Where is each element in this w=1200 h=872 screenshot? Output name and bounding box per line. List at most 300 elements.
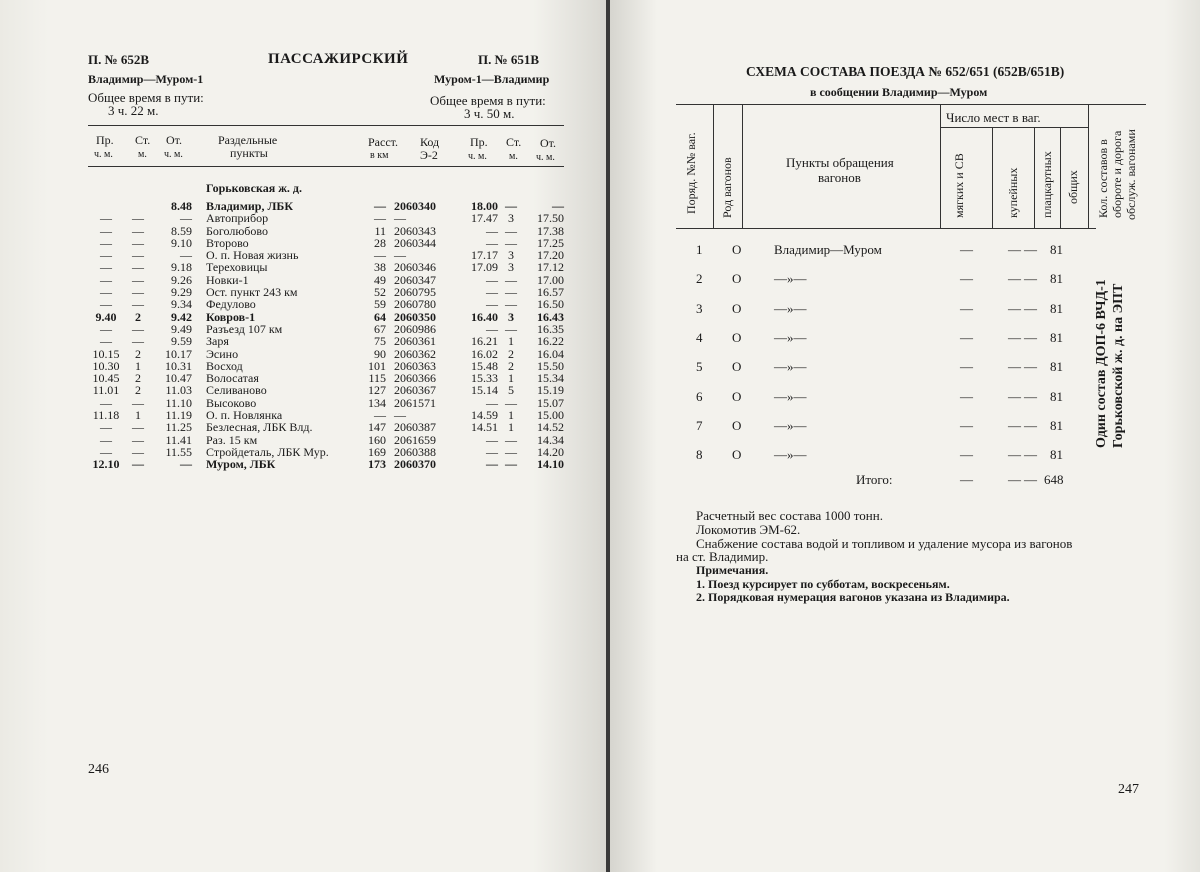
cell-d: 9.59 bbox=[171, 334, 192, 349]
composition-title: СХЕМА СОСТАВА ПОЕЗДА № 652/651 (652В/651В) bbox=[746, 64, 1065, 79]
table-row bbox=[88, 348, 568, 360]
cell-km: 38 bbox=[374, 260, 386, 275]
timetable-body bbox=[88, 200, 568, 471]
car-k: — bbox=[1008, 300, 1021, 316]
cell-d2: 16.35 bbox=[537, 321, 564, 336]
col-points-2: пункты bbox=[230, 146, 268, 160]
page-title: ПАССАЖИРСКИЙ bbox=[268, 51, 409, 67]
cell-a2: — bbox=[486, 444, 498, 459]
cell-code: 2060344 bbox=[394, 235, 436, 250]
cell-s: — bbox=[132, 432, 144, 447]
cell-s2: — bbox=[505, 285, 517, 300]
cell-name: О. п. Новлянка bbox=[206, 408, 283, 423]
header-type: Род вагонов bbox=[720, 157, 734, 218]
cell-a: 10.15 bbox=[92, 346, 120, 361]
cell-s2: — bbox=[505, 235, 517, 250]
cell-s2: — bbox=[505, 321, 517, 336]
cell-d2: 17.25 bbox=[537, 235, 564, 250]
cell-a: 9.40 bbox=[95, 309, 117, 324]
cell-name: Новки-1 bbox=[206, 272, 249, 287]
car-n: 3 bbox=[696, 300, 703, 316]
cell-s: 2 bbox=[135, 309, 141, 324]
cell-code: 2060347 bbox=[394, 272, 436, 287]
cell-d2: 16.43 bbox=[537, 309, 564, 324]
total-coupe: — bbox=[1008, 472, 1021, 487]
car-p: —»— bbox=[774, 329, 807, 345]
cell-a2: — bbox=[486, 235, 498, 250]
header-soft: мягких и СВ bbox=[952, 153, 966, 218]
car-s: — bbox=[960, 329, 973, 345]
cell-code: 2060362 bbox=[394, 346, 436, 361]
cell-d: 8.48 bbox=[171, 199, 192, 213]
cell-s: — bbox=[132, 235, 144, 250]
cell-a: — bbox=[100, 334, 112, 349]
car-o: 81 bbox=[1050, 359, 1063, 375]
cell-d: 11.41 bbox=[165, 432, 192, 447]
total-label: Итого: bbox=[856, 472, 893, 487]
cell-km: 115 bbox=[368, 371, 386, 386]
col-stop2: Ст. bbox=[506, 135, 522, 149]
cell-d: 11.03 bbox=[165, 383, 192, 398]
cell-d: — bbox=[180, 211, 192, 226]
cell-a: — bbox=[100, 235, 112, 250]
cell-d2: 16.22 bbox=[537, 334, 564, 349]
header-seats: Число мест в ваг. bbox=[946, 110, 1041, 125]
cell-km: 127 bbox=[368, 383, 386, 398]
car-t: О bbox=[732, 329, 742, 345]
cell-a: — bbox=[100, 420, 112, 435]
cell-name: Ковров-1 bbox=[206, 309, 256, 324]
cell-a: — bbox=[100, 395, 112, 410]
table-rule-top bbox=[676, 104, 1146, 105]
col-stop2-unit: м. bbox=[509, 151, 518, 162]
cell-km: 11 bbox=[374, 223, 386, 238]
car-s: — bbox=[960, 271, 973, 287]
cell-code: 2060795 bbox=[394, 285, 436, 300]
total-soft: — bbox=[960, 472, 973, 487]
header-points-2: вагонов bbox=[818, 170, 861, 185]
list-item bbox=[676, 447, 1146, 467]
train-number-left: П. № 652В bbox=[88, 52, 150, 67]
cell-d2: 16.57 bbox=[537, 285, 564, 300]
cell-name: Заря bbox=[206, 334, 229, 349]
cell-name: О. п. Новая жизнь bbox=[206, 248, 299, 263]
cell-km: 64 bbox=[374, 309, 386, 324]
cell-km: 75 bbox=[374, 334, 386, 349]
cell-a: — bbox=[100, 248, 112, 263]
cell-code: 2061659 bbox=[394, 432, 436, 447]
cell-d: 11.19 bbox=[165, 408, 192, 423]
cell-d: 11.10 bbox=[165, 395, 192, 410]
remark-1: 1. Поезд курсирует по субботам, воскресеньям. bbox=[696, 577, 950, 591]
cell-name: Автоприбор bbox=[206, 211, 269, 226]
col-arr1-unit: ч. м. bbox=[94, 149, 113, 160]
cell-s2: 1 bbox=[508, 334, 514, 349]
cell-name: Федулово bbox=[206, 297, 256, 312]
list-item bbox=[676, 418, 1146, 438]
cell-s2: 1 bbox=[508, 420, 514, 435]
cell-code: 2060986 bbox=[394, 321, 436, 336]
cell-d: 11.25 bbox=[165, 420, 192, 435]
header-points: Пункты обращения bbox=[786, 155, 894, 170]
cell-s2: 3 bbox=[508, 211, 514, 226]
table-header-rule bbox=[676, 228, 1096, 229]
cell-d2: — bbox=[552, 199, 564, 213]
cell-name: Селиваново bbox=[206, 383, 267, 398]
cell-code: 2061571 bbox=[394, 395, 436, 410]
cell-km: 134 bbox=[368, 395, 386, 410]
car-t: О bbox=[732, 447, 742, 463]
vline-4 bbox=[992, 127, 993, 228]
header-sets-3: обслуж. вагонами bbox=[1124, 129, 1138, 220]
list-item bbox=[676, 271, 1146, 291]
table-row bbox=[88, 261, 568, 273]
car-k: — bbox=[1008, 329, 1021, 345]
car-t: О bbox=[732, 300, 742, 316]
cell-s2: 3 bbox=[508, 260, 514, 275]
cell-d2: 16.04 bbox=[537, 346, 564, 361]
cell-a: — bbox=[100, 260, 112, 275]
cell-d2: 14.34 bbox=[537, 432, 564, 447]
car-n: 5 bbox=[696, 359, 703, 375]
col-dist: Расст. bbox=[368, 135, 398, 149]
cell-a: — bbox=[100, 223, 112, 238]
car-p: —»— bbox=[774, 271, 807, 287]
header-rule-bottom bbox=[88, 166, 564, 167]
cell-a2: — bbox=[486, 321, 498, 336]
vline-3 bbox=[940, 104, 941, 228]
list-item bbox=[676, 389, 1146, 409]
car-pl: — bbox=[1024, 447, 1037, 463]
car-n: 4 bbox=[696, 329, 703, 345]
cell-a: — bbox=[100, 211, 112, 226]
cell-name: Раз. 15 км bbox=[206, 432, 258, 447]
list-item bbox=[676, 359, 1146, 379]
cell-a: — bbox=[100, 297, 112, 312]
seats-subheader-rule bbox=[940, 127, 1088, 128]
car-o: 81 bbox=[1050, 242, 1063, 257]
car-p: —»— bbox=[774, 417, 807, 433]
cell-name: Восход bbox=[206, 358, 243, 373]
cell-s: — bbox=[132, 285, 144, 300]
cell-a2: — bbox=[486, 432, 498, 447]
car-s: — bbox=[960, 447, 973, 463]
cell-km: 147 bbox=[368, 420, 386, 435]
cell-code: 2060370 bbox=[394, 457, 436, 472]
cell-km: — bbox=[374, 199, 386, 213]
car-pl: — bbox=[1024, 242, 1037, 257]
cell-d2: 14.20 bbox=[537, 444, 564, 459]
cell-d2: 15.00 bbox=[537, 408, 564, 423]
cell-a2: 16.21 bbox=[471, 334, 498, 349]
cell-a2: 16.40 bbox=[471, 309, 498, 324]
col-code-2: Э-2 bbox=[420, 148, 438, 162]
note-locomotive: Локомотив ЭМ-62. bbox=[696, 522, 801, 537]
cell-name: Муром, ЛБК bbox=[206, 457, 276, 472]
cell-name: Разъезд 107 км bbox=[206, 321, 283, 336]
table-row bbox=[88, 298, 568, 310]
cell-s: 2 bbox=[135, 371, 141, 386]
cell-d: 11.55 bbox=[165, 444, 192, 459]
remarks-label: Примечания. bbox=[696, 563, 769, 577]
cell-a: — bbox=[100, 272, 112, 287]
col-dep2-unit: ч. м. bbox=[536, 152, 555, 163]
cell-s: — bbox=[132, 321, 144, 336]
car-t: О bbox=[732, 417, 742, 433]
train-number-right: П. № 651В bbox=[478, 52, 540, 67]
cell-s2: — bbox=[505, 272, 517, 287]
cell-d: 8.59 bbox=[171, 223, 192, 238]
cell-a: — bbox=[100, 444, 112, 459]
vline-7 bbox=[1088, 104, 1089, 228]
cell-s: 1 bbox=[135, 408, 141, 423]
cell-a2: — bbox=[486, 272, 498, 287]
cell-code: 2060387 bbox=[394, 420, 436, 435]
cell-d: 9.34 bbox=[171, 297, 192, 312]
car-t: О bbox=[732, 388, 742, 404]
table-row bbox=[88, 421, 568, 433]
cell-km: — bbox=[374, 248, 386, 263]
cell-a2: 17.09 bbox=[471, 260, 498, 275]
remark-2: 2. Порядковая нумерация вагонов указана из Владимира. bbox=[696, 590, 1010, 604]
cell-km: 28 bbox=[374, 235, 386, 250]
table-row bbox=[88, 384, 568, 396]
header-coupe: купейных bbox=[1006, 167, 1020, 218]
cell-km: 49 bbox=[374, 272, 386, 287]
list-item bbox=[676, 330, 1146, 350]
cell-code: 2060346 bbox=[394, 260, 436, 275]
cell-d: 9.26 bbox=[171, 272, 192, 287]
side-note-2: Горьковской ж. д. на ЭПТ bbox=[1111, 283, 1126, 448]
cell-d2: 15.50 bbox=[537, 358, 564, 373]
cell-km: 169 bbox=[368, 444, 386, 459]
cell-s2: 5 bbox=[508, 383, 514, 398]
cell-a2: 18.00 bbox=[471, 199, 498, 213]
header-order: Поряд. №№ ваг. bbox=[684, 132, 698, 214]
car-o: 81 bbox=[1050, 417, 1063, 433]
cell-d2: 16.50 bbox=[537, 297, 564, 312]
note-weight: Расчетный вес состава 1000 тонн. bbox=[696, 508, 883, 523]
cell-s2: 1 bbox=[508, 371, 514, 386]
cell-a2: 17.47 bbox=[471, 211, 498, 226]
cell-d2: 17.12 bbox=[537, 260, 564, 275]
cell-a: 12.10 bbox=[92, 457, 120, 472]
total-common: 648 bbox=[1044, 472, 1064, 487]
car-pl: — bbox=[1024, 271, 1037, 287]
cell-name: Владимир, ЛБК bbox=[206, 199, 294, 213]
car-p: —»— bbox=[774, 359, 807, 375]
car-n: 1 bbox=[696, 242, 703, 257]
cell-s2: — bbox=[505, 457, 517, 472]
cell-d2: 15.07 bbox=[537, 395, 564, 410]
cell-s: 2 bbox=[135, 346, 141, 361]
cell-code: 2060363 bbox=[394, 358, 436, 373]
car-t: О bbox=[732, 271, 742, 287]
cell-km: 67 bbox=[374, 321, 386, 336]
cell-d: — bbox=[180, 457, 192, 472]
header-sets-2: обороте и дорога bbox=[1110, 130, 1124, 218]
car-o: 81 bbox=[1050, 388, 1063, 404]
cell-s2: 2 bbox=[508, 358, 514, 373]
cell-s: — bbox=[132, 444, 144, 459]
route-right: Муром-1—Владимир bbox=[434, 72, 550, 86]
car-s: — bbox=[960, 359, 973, 375]
cell-a2: 14.59 bbox=[471, 408, 498, 423]
cell-s: — bbox=[132, 260, 144, 275]
route-left: Владимир—Муром-1 bbox=[88, 72, 204, 86]
car-n: 2 bbox=[696, 271, 703, 287]
cell-d2: 17.38 bbox=[537, 223, 564, 238]
total-time-right: 3 ч. 50 м. bbox=[464, 106, 515, 121]
header-plats: плацкартных bbox=[1040, 151, 1054, 218]
cell-a2: 15.33 bbox=[471, 371, 498, 386]
list-item bbox=[676, 301, 1146, 321]
cell-a2: — bbox=[486, 285, 498, 300]
header-common: общих bbox=[1066, 170, 1080, 204]
cell-d2: 15.19 bbox=[537, 383, 564, 398]
vline-2 bbox=[742, 104, 743, 228]
col-dist-unit: в км bbox=[370, 150, 389, 161]
cell-s: 1 bbox=[135, 358, 141, 373]
cell-code: 2060367 bbox=[394, 383, 436, 398]
cell-code: 2060780 bbox=[394, 297, 436, 312]
cell-a2: — bbox=[486, 297, 498, 312]
side-note-1: Один состав ДОП-6 ВЧД-1 bbox=[1094, 279, 1109, 448]
cell-d2: 14.52 bbox=[537, 420, 564, 435]
car-k: — bbox=[1008, 359, 1021, 375]
total-plats: — bbox=[1024, 472, 1037, 487]
car-t: О bbox=[732, 359, 742, 375]
car-p: Владимир—Муром bbox=[774, 242, 882, 257]
cell-a: 11.18 bbox=[92, 408, 120, 423]
cell-d2: 14.10 bbox=[537, 457, 564, 472]
cell-km: — bbox=[374, 211, 386, 226]
cell-km: 90 bbox=[374, 346, 386, 361]
car-n: 8 bbox=[696, 447, 703, 463]
page-number-left: 246 bbox=[88, 762, 109, 777]
cell-d: 9.18 bbox=[171, 260, 192, 275]
car-o: 81 bbox=[1050, 329, 1063, 345]
cell-code: 2060366 bbox=[394, 371, 436, 386]
col-stop1: Ст. bbox=[135, 133, 151, 147]
cell-a: — bbox=[100, 321, 112, 336]
cell-s: — bbox=[132, 248, 144, 263]
cell-name: Стройдеталь, ЛБК Мур. bbox=[206, 444, 329, 459]
cell-name: Эсино bbox=[206, 346, 239, 361]
cell-name: Тереховицы bbox=[206, 260, 268, 275]
cell-a: — bbox=[100, 285, 112, 300]
cell-a: 10.30 bbox=[92, 358, 120, 373]
col-code: Код bbox=[420, 135, 440, 149]
cell-code: — bbox=[394, 211, 406, 226]
header-rule-top bbox=[88, 125, 564, 126]
note-supply: Снабжение состава водой и топливом и удаление мусора из вагонов bbox=[696, 536, 1073, 551]
cell-s2: 3 bbox=[508, 309, 514, 324]
col-arr2: Пр. bbox=[470, 135, 488, 149]
table-row bbox=[88, 458, 568, 470]
cell-a: 10.45 bbox=[92, 371, 120, 386]
cell-a2: 16.02 bbox=[471, 346, 498, 361]
cell-s: — bbox=[132, 420, 144, 435]
cell-code: 2060343 bbox=[394, 223, 436, 238]
car-s: — bbox=[960, 417, 973, 433]
vline-5 bbox=[1034, 127, 1035, 228]
cell-d: 10.17 bbox=[165, 346, 192, 361]
cell-d2: 15.34 bbox=[537, 371, 564, 386]
cell-s: — bbox=[132, 211, 144, 226]
cell-s: — bbox=[132, 223, 144, 238]
right-page bbox=[610, 0, 1200, 872]
cell-s: — bbox=[132, 272, 144, 287]
cell-name: Волосатая bbox=[206, 371, 259, 386]
cell-s: — bbox=[132, 395, 144, 410]
car-pl: — bbox=[1024, 388, 1037, 404]
cell-s2: — bbox=[505, 444, 517, 459]
col-stop1-unit: м. bbox=[138, 149, 147, 160]
cell-d: 10.47 bbox=[165, 371, 192, 386]
cell-d: 9.29 bbox=[171, 285, 192, 300]
list-item bbox=[676, 242, 1146, 262]
car-o: 81 bbox=[1050, 300, 1063, 316]
col-dep1-unit: ч. м. bbox=[164, 149, 183, 160]
col-arr1: Пр. bbox=[96, 133, 114, 147]
railway-name: Горьковская ж. д. bbox=[206, 181, 303, 195]
composition-subtitle: в сообщении Владимир—Муром bbox=[810, 85, 988, 99]
vline-1 bbox=[713, 104, 714, 228]
car-n: 7 bbox=[696, 417, 703, 433]
car-pl: — bbox=[1024, 329, 1037, 345]
cell-s: 2 bbox=[135, 383, 141, 398]
cell-a2: — bbox=[486, 223, 498, 238]
car-o: 81 bbox=[1050, 271, 1063, 287]
car-s: — bbox=[960, 242, 973, 257]
car-k: — bbox=[1008, 417, 1021, 433]
cell-a2: 15.14 bbox=[471, 383, 498, 398]
cell-d2: 17.20 bbox=[537, 248, 564, 263]
car-o: 81 bbox=[1050, 447, 1063, 463]
cell-code: — bbox=[394, 248, 406, 263]
cell-km: 52 bbox=[374, 285, 386, 300]
header-sets: Кол. составов в bbox=[1096, 139, 1110, 218]
cell-s: — bbox=[132, 297, 144, 312]
total-time-left: 3 ч. 22 м. bbox=[108, 103, 159, 118]
car-k: — bbox=[1008, 271, 1021, 287]
car-p: —»— bbox=[774, 447, 807, 463]
cell-d2: 17.50 bbox=[537, 211, 564, 226]
cell-s2: 3 bbox=[508, 248, 514, 263]
cell-s2: — bbox=[505, 199, 517, 213]
car-t: О bbox=[732, 242, 742, 257]
cell-s2: 1 bbox=[508, 408, 514, 423]
cell-km: — bbox=[374, 408, 386, 423]
car-pl: — bbox=[1024, 359, 1037, 375]
cell-d: 9.42 bbox=[171, 309, 192, 324]
car-n: 6 bbox=[696, 388, 703, 404]
cell-s2: — bbox=[505, 223, 517, 238]
cell-name: Боголюбово bbox=[206, 223, 268, 238]
cell-s: — bbox=[132, 457, 144, 472]
cell-a2: 14.51 bbox=[471, 420, 498, 435]
car-k: — bbox=[1008, 242, 1021, 257]
car-pl: — bbox=[1024, 300, 1037, 316]
cell-code: 2060350 bbox=[394, 309, 436, 324]
cell-km: 101 bbox=[368, 358, 386, 373]
total-time-label-right: Общее время в пути: bbox=[430, 93, 546, 108]
cell-km: 160 bbox=[368, 432, 386, 447]
cell-a: — bbox=[100, 432, 112, 447]
car-k: — bbox=[1008, 447, 1021, 463]
cell-code: 2060340 bbox=[394, 199, 436, 213]
